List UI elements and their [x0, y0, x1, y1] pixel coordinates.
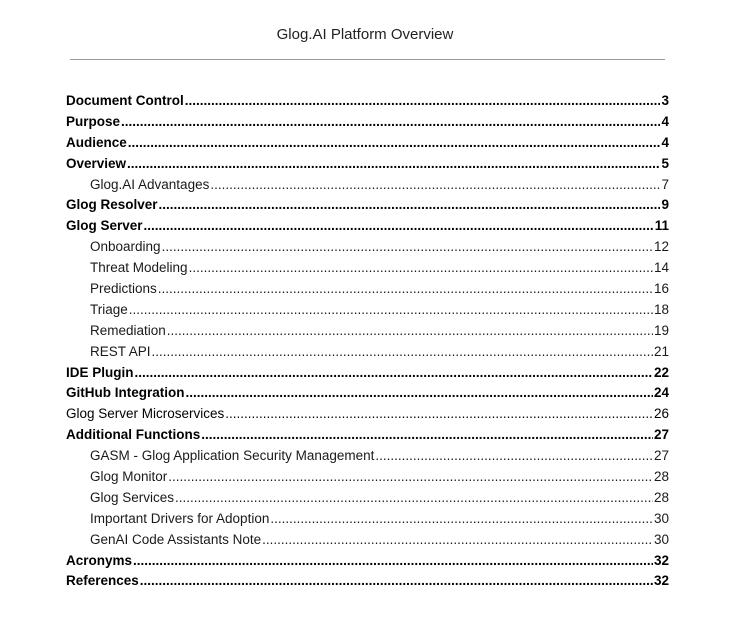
toc-dot-leader [121, 112, 660, 133]
toc-dot-leader [140, 571, 653, 592]
toc-entry-title: Glog Server [66, 218, 143, 234]
toc-page-number: 5 [661, 155, 669, 171]
toc-page-number: 4 [661, 134, 669, 150]
toc-dot-leader [129, 300, 653, 321]
toc-entry-title: IDE Plugin [66, 364, 134, 380]
toc-dot-leader [162, 237, 653, 258]
toc-page-number: 27 [653, 448, 669, 464]
toc-entry[interactable] [66, 383, 669, 404]
toc-page-number: 30 [653, 531, 669, 547]
toc-entry-title: Glog Server Microservices [66, 406, 225, 422]
toc-entry-title: Glog Resolver [66, 197, 158, 213]
toc-entry-title: Overview [66, 155, 127, 171]
toc-dot-leader [167, 321, 653, 342]
toc-dot-leader [168, 467, 653, 488]
toc-page-number: 30 [653, 510, 669, 526]
toc-entry[interactable] [66, 530, 669, 551]
toc-dot-leader [133, 551, 653, 572]
toc-entry[interactable] [66, 279, 669, 300]
toc-entry-title: Glog.AI Advantages [90, 176, 210, 192]
toc-dot-leader [201, 425, 653, 446]
toc-entry-title: References [66, 573, 139, 589]
toc-entry-title: Important Drivers for Adoption [90, 510, 270, 526]
toc-dot-leader [210, 175, 660, 196]
toc-entry[interactable] [66, 195, 669, 216]
toc-entry-title: GitHub Integration [66, 385, 185, 401]
toc-dot-leader [127, 154, 660, 175]
toc-entry-title: Acronyms [66, 552, 133, 568]
toc-entry-title: Onboarding [90, 239, 161, 255]
toc-page-number: 32 [653, 552, 669, 568]
toc-dot-leader [144, 216, 654, 237]
toc-entry[interactable] [66, 551, 669, 572]
toc-entry-title: Predictions [90, 281, 157, 297]
toc-entry[interactable] [66, 237, 669, 258]
toc-entry-title: Glog Monitor [90, 469, 168, 485]
toc-page-number: 19 [653, 322, 669, 338]
toc-entry[interactable] [66, 300, 669, 321]
toc-entry[interactable] [66, 404, 669, 425]
toc-entry[interactable] [66, 425, 669, 446]
toc-entry-title: Document Control [66, 93, 184, 108]
document-title: Glog.AI Platform Overview [276, 26, 454, 43]
toc-entry-title: Glog Services [90, 489, 175, 505]
toc-entry[interactable] [66, 133, 669, 154]
toc-dot-leader [152, 342, 653, 363]
toc-entry-title: Remediation [90, 322, 166, 338]
toc-entry[interactable] [66, 446, 669, 467]
toc-page-number: 28 [653, 489, 669, 505]
toc-entry[interactable] [66, 175, 669, 196]
toc-entry[interactable] [66, 363, 669, 384]
toc-page-number: 22 [653, 364, 669, 380]
toc-dot-leader [158, 279, 653, 300]
toc-entry[interactable] [66, 154, 669, 175]
toc-entry-title: REST API [90, 343, 151, 359]
toc-dot-leader [189, 258, 653, 279]
toc-dot-leader [186, 383, 653, 404]
toc-entry-title: Threat Modeling [90, 260, 188, 276]
toc-entry[interactable] [66, 91, 669, 112]
toc-entry-title: Triage [90, 301, 128, 317]
toc-page-number: 4 [661, 113, 669, 129]
toc-dot-leader [128, 133, 661, 154]
toc-entry[interactable] [66, 112, 669, 133]
toc-dot-leader [159, 195, 661, 216]
title-divider [70, 59, 665, 60]
table-of-contents [66, 91, 669, 592]
toc-dot-leader [375, 446, 653, 467]
toc-entry[interactable] [66, 488, 669, 509]
toc-entry[interactable] [66, 342, 669, 363]
toc-entry[interactable] [66, 571, 669, 592]
toc-page-number: 14 [653, 260, 669, 276]
toc-page-number: 12 [653, 239, 669, 255]
toc-page-number: 18 [653, 301, 669, 317]
toc-page-number: 3 [661, 93, 669, 108]
toc-entry[interactable] [66, 321, 669, 342]
toc-dot-leader [185, 91, 661, 112]
toc-dot-leader [262, 530, 653, 551]
toc-page-number: 7 [661, 176, 669, 192]
toc-dot-leader [225, 404, 653, 425]
toc-entry[interactable] [66, 216, 669, 237]
toc-entry-title: GASM - Glog Application Security Management [90, 448, 375, 464]
toc-entry[interactable] [66, 258, 669, 279]
toc-page-number: 26 [653, 406, 669, 422]
toc-entry[interactable] [66, 467, 669, 488]
toc-entry-title: Additional Functions [66, 427, 201, 443]
toc-entry-title: Purpose [66, 113, 121, 129]
toc-dot-leader [175, 488, 653, 509]
toc-page-number: 16 [653, 281, 669, 297]
toc-page-number: 27 [653, 427, 669, 443]
toc-dot-leader [135, 363, 653, 384]
toc-page-number: 11 [654, 218, 669, 234]
toc-entry-title: Audience [66, 134, 127, 150]
toc-page-number: 32 [653, 573, 669, 589]
toc-dot-leader [270, 509, 653, 530]
toc-page-number: 24 [653, 385, 669, 401]
toc-page-number: 9 [661, 197, 669, 213]
toc-entry[interactable] [66, 509, 669, 530]
toc-entry-title: GenAI Code Assistants Note [90, 531, 262, 547]
toc-page-number: 21 [653, 343, 669, 359]
toc-page-number: 28 [653, 469, 669, 485]
